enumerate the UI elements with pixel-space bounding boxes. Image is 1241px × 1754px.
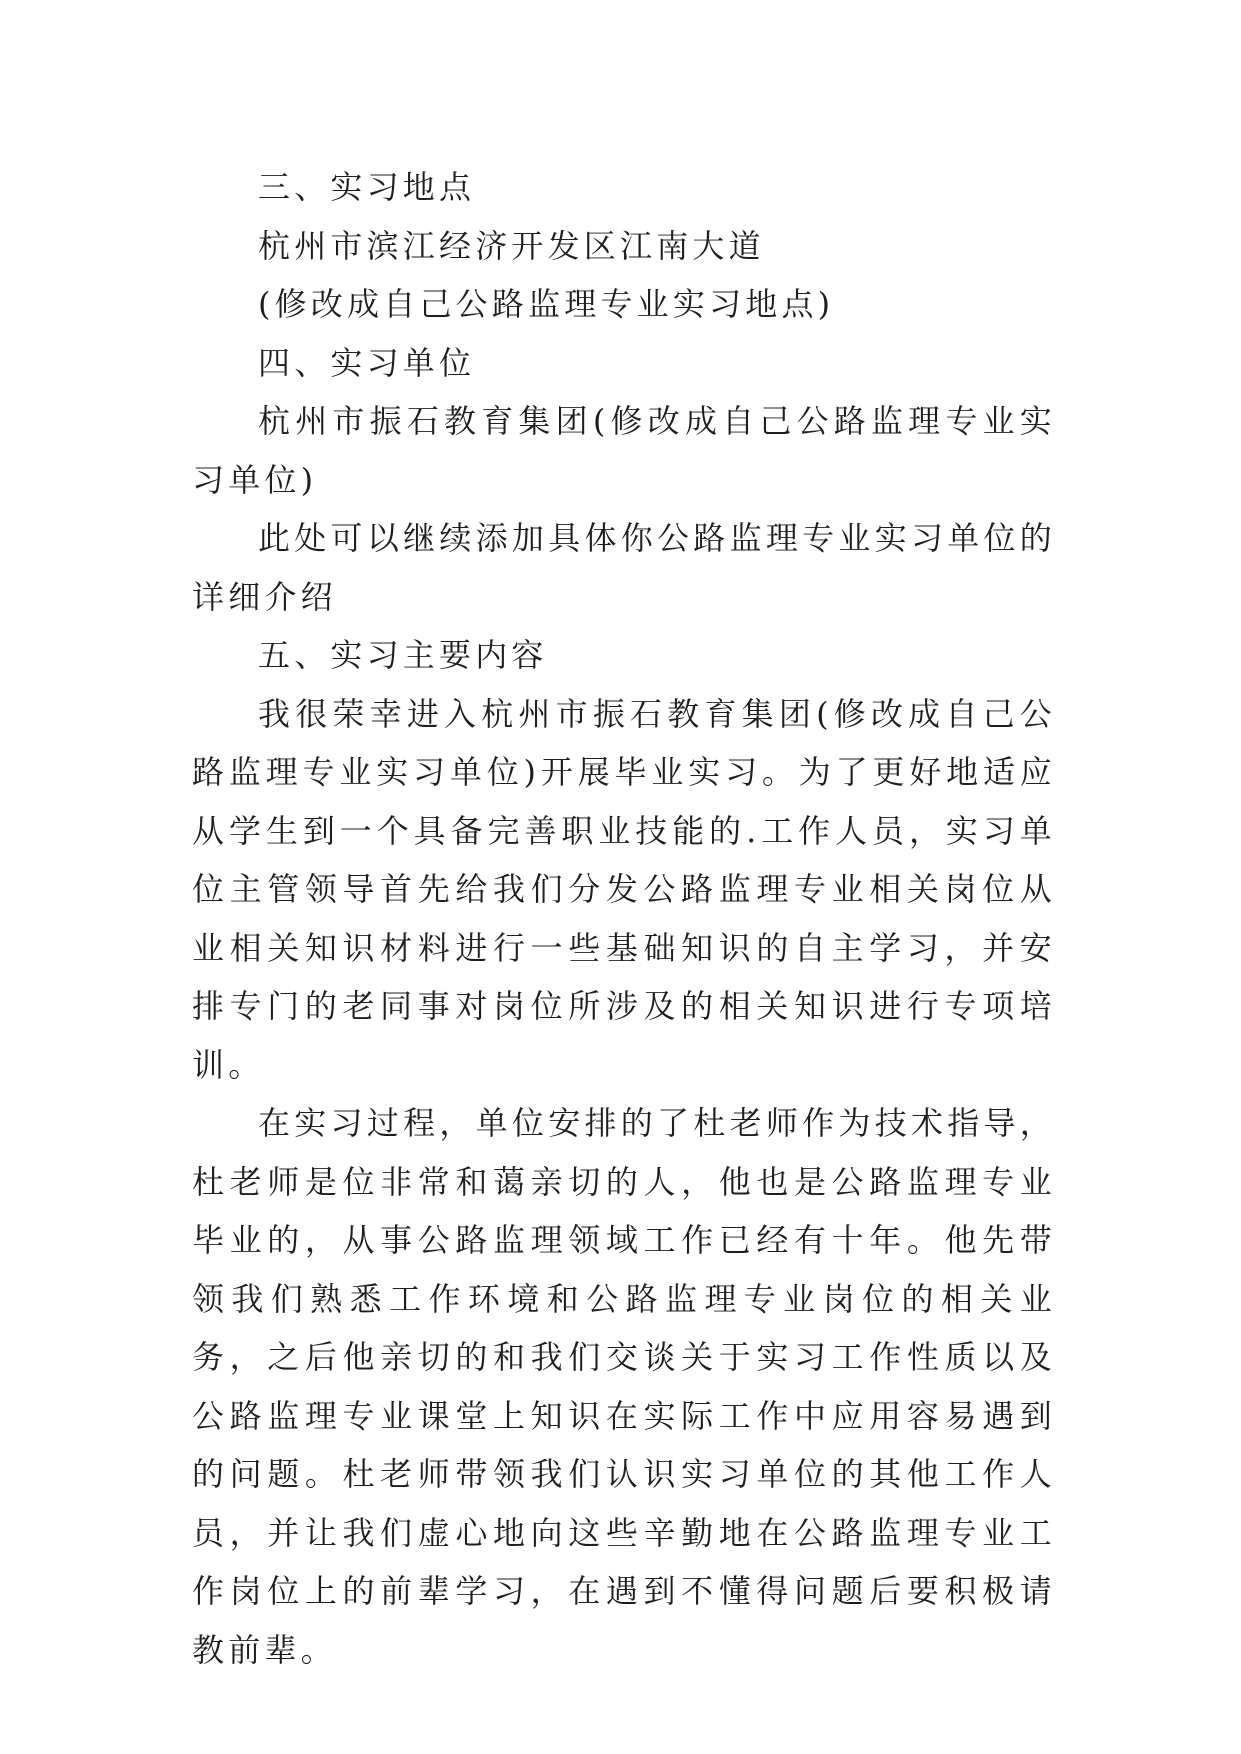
document-page — [192, 158, 1056, 1679]
internship-unit-description: 此处可以继续添加具体你公路监理专业实习单位的详细介绍 — [192, 519, 1056, 616]
internship-unit-text: 杭州市振石教育集团(修改成自己公路监理专业实习单位) — [192, 402, 1056, 499]
internship-location-note: (修改成自己公路监理专业实习地点) — [258, 285, 835, 323]
internship-location-text: 杭州市滨江经济开发区江南大道 — [258, 226, 765, 265]
body-paragraph: 我很荣幸进入杭州市振石教育集团(修改成自己公路监理专业实习单位)开展毕业实习。为了更好地适应从学生到一个具备完善职业技能的.工作人员，实习单位主管领导首先给我们分发公路监理专业相关岗位从业相关知识材料进行一些基础知识的自主学习，并安排专门的老同事对岗位所涉及的相关知识进行专项培训。 — [192, 694, 1056, 1084]
body-paragraph: 在实习过程，单位安排的了杜老师作为技术指导，杜老师是位非常和蔼亲切的人，他也是公路监理专业毕业的，从事公路监理领域工作已经有十年。他先带领我们熟悉工作环境和公路监理专业岗位的相关业务，之后他亲切的和我们交谈关于实习工作性质以及公路监理专业课堂上知识在实际工作中应用容易遇到的问题。杜老师带领我们认识实习单位的其他工作人员，并让我们虚心地向这些辛勤地在公路监理专业工作岗位上的前辈学习，在遇到不懂得问题后要积极请教前辈。 — [192, 1104, 1056, 1669]
heading-internship-unit: 四、实习单位 — [258, 343, 476, 382]
heading-internship-location: 三、实习地点 — [258, 168, 476, 206]
heading-internship-content: 五、实习主要内容 — [258, 636, 548, 674]
